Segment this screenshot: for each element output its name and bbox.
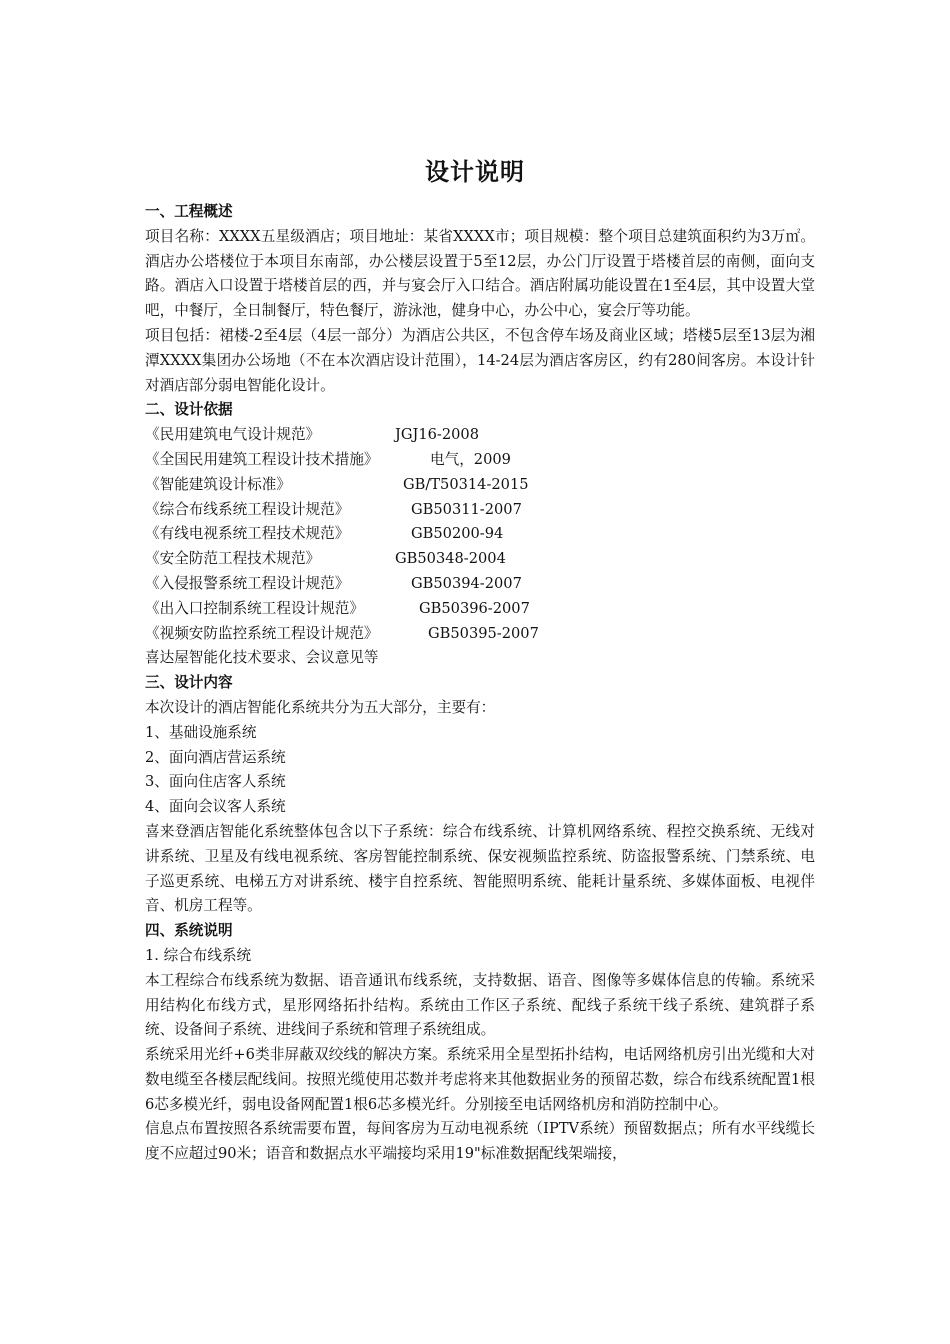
reference-code: 电气，2009: [430, 450, 511, 468]
list-item: 3、面向住店客人系统: [145, 773, 286, 791]
reference-extra: 喜达屋智能化技术要求、会议意见等: [145, 649, 379, 667]
reference-item: [145, 572, 815, 597]
reference-item: [145, 597, 815, 622]
section-heading-system: 四、系统说明: [145, 922, 233, 940]
reference-name: 《视频安防监控系统工程设计规范》: [145, 624, 379, 642]
page-title: 设计说明: [425, 158, 525, 186]
reference-name: 《民用建筑电气设计规范》: [145, 426, 321, 444]
reference-item: [145, 522, 815, 547]
system-paragraph-2: 系统采用光纤+6类非屏蔽双绞线的解决方案。系统采用全星型拓扑结构，电话网络机房引出光缆和大对数电缆至各楼层配线间。按照光缆使用芯数并考虑将来其他数据业务的预留芯数，综合布线系统配置1根6芯多模光纤，弱电设备网配置1根6芯多模光纤。分别接至电话网络机房和消防控制中心。: [145, 1046, 815, 1113]
reference-name: 《有线电视系统工程技术规范》: [145, 525, 350, 543]
reference-code: GB50200-94: [411, 525, 504, 543]
reference-item: [145, 622, 815, 647]
reference-code: JGJ16-2008: [395, 426, 479, 444]
list-item: 1、基础设施系统: [145, 723, 257, 741]
reference-name: 《智能建筑设计标准》: [145, 475, 291, 493]
system-paragraph-3: 信息点布置按照各系统需要布置，每间客房为互动电视系统（IPTV系统）预留数据点；所有水平线缆长度不应超过90米；语音和数据点水平端接均采用19"标准数据配线架端接，: [145, 1120, 815, 1163]
reference-name: 《入侵报警系统工程设计规范》: [145, 574, 350, 592]
reference-code: GB/T50314-2015: [403, 475, 529, 493]
document-body: [145, 200, 815, 1167]
reference-name: 《安全防范工程技术规范》: [145, 550, 321, 568]
section-heading-overview: 一、工程概述: [145, 203, 233, 220]
content-intro: 本次设计的酒店智能化系统共分为五大部分，主要有：: [145, 698, 496, 716]
reference-item: [145, 448, 815, 473]
reference-code: GB50395-2007: [428, 624, 539, 642]
reference-code: GB50394-2007: [411, 574, 522, 592]
list-item: 4、面向会议客人系统: [145, 798, 286, 816]
subsection-heading-cabling: 1. 综合布线系统: [145, 946, 252, 964]
overview-paragraph-2: 项目包括：裙楼-2至4层（4层一部分）为酒店公共区，不包含停车场及商业区域；塔楼5层至13层为湘潭XXXX集团办公场地（不在本次酒店设计范围），14-24层为酒店客房区，约有280间客房。本设计针对酒店部分弱电智能化设计。: [145, 326, 815, 394]
reference-item: [145, 473, 815, 498]
reference-name: 《全国民用建筑工程设计技术措施》: [145, 450, 379, 468]
reference-item: [145, 423, 815, 448]
system-paragraph-1: 本工程综合布线系统为数据、语音通讯布线系统，支持数据、语音、图像等多媒体信息的传输。系统采用结构化布线方式，星形网络拓扑结构。系统由工作区子系统、配线子系统干线子系统、建筑群子系统、设备间子系统、进线间子系统和管理子系统组成。: [145, 971, 815, 1039]
content-summary: 喜来登酒店智能化系统整体包含以下子系统：综合布线系统、计算机网络系统、程控交换系统、无线对讲系统、卫星及有线电视系统、客房智能控制系统、保安视频监控系统、防盗报警系统、门禁系统、电子巡更系统、电梯五方对讲系统、楼宇自控系统、智能照明系统、能耗计量系统、多媒体面板、电视伴音、机房工程等。: [145, 822, 815, 915]
reference-code: GB50311-2007: [411, 500, 522, 518]
reference-item: [145, 547, 815, 572]
reference-name: 《综合布线系统工程设计规范》: [145, 500, 350, 518]
reference-item: [145, 498, 815, 523]
reference-code: GB50348-2004: [395, 550, 506, 568]
list-item: 2、面向酒店营运系统: [145, 748, 286, 766]
section-heading-content: 三、设计内容: [145, 674, 233, 692]
section-heading-basis: 二、设计依据: [145, 401, 233, 419]
overview-paragraph-1: 项目名称：XXXX五星级酒店；项目地址：某省XXXX市；项目规模：整个项目总建筑面积约为3万㎡。酒店办公塔楼位于本项目东南部，办公楼层设置于5至12层，办公门厅设置于塔楼首层的南侧，面向支路。酒店入口设置于塔楼首层的西，并与宴会厅入口结合。酒店附属功能设置在1至4层，其中设置大堂吧，中餐厅，全日制餐厅，特色餐厅，游泳池，健身中心，办公中心，宴会厅等功能。: [145, 227, 815, 320]
reference-name: 《出入口控制系统工程设计规范》: [145, 599, 364, 617]
reference-code: GB50396-2007: [419, 599, 530, 617]
